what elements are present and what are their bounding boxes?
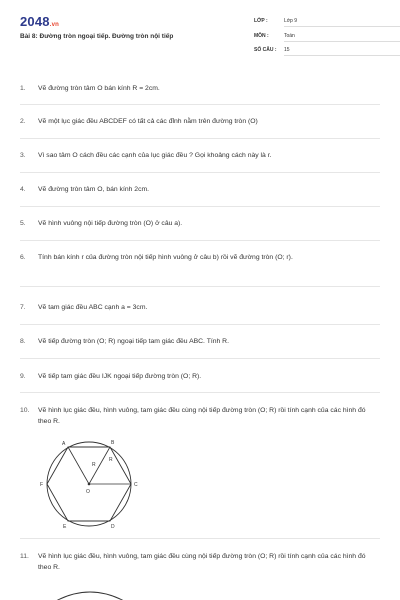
subject-label: MÔN :: [254, 33, 269, 39]
worksheet-header: [0, 0, 400, 64]
divider: [20, 138, 380, 139]
grade-label: LỚP :: [254, 18, 268, 24]
divider: [20, 240, 380, 241]
question-5: 5. Vẽ hình vuông nội tiếp đường tròn (O) ở câu a).: [20, 220, 183, 227]
divider: [20, 104, 380, 105]
divider: [20, 286, 380, 287]
lesson-title: Bài 8: Đường tròn ngoại tiếp. Đường tròn nội tiếp: [20, 33, 174, 40]
divider: [20, 538, 380, 539]
question-1: 1. Vẽ đường tròn tâm O bán kính R = 2cm.: [20, 85, 160, 92]
question-11: 11. Vẽ hình lục giác đều, hình vuông, tam giác đều cùng nội tiếp đường tròn (O; R) rồi tính cạnh của các hình đó theo R.: [20, 553, 366, 571]
hexagon-figure: [36, 436, 146, 532]
divider: [20, 172, 380, 173]
meta-grade: [254, 18, 297, 24]
question-9: 9. Vẽ tiếp tam giác đều IJK ngoại tiếp đường tròn (O; R).: [20, 373, 202, 380]
label-a: A: [62, 441, 66, 447]
meta-count: [254, 47, 290, 53]
subject-value: Toán: [284, 33, 295, 39]
radius-oa: [68, 447, 89, 484]
question-2: 2. Vẽ một lục giác đều ABCDEF có tất cả các đỉnh nằm trên đường tròn (O): [20, 118, 258, 125]
divider: [20, 358, 380, 359]
divider: [20, 324, 380, 325]
label-o: O: [86, 489, 90, 495]
site-logo[interactable]: 2048.vn: [20, 14, 60, 29]
label-d: D: [111, 524, 115, 530]
question-8: 8. Vẽ tiếp đường tròn (O; R) ngoại tiếp tam giác đều ABC. Tính R.: [20, 338, 229, 345]
meta-subject: [254, 33, 295, 39]
question-10: 10. Vẽ hình lục giác đều, hình vuông, tam giác đều cùng nội tiếp đường tròn (O; R) rồi tính cạnh của các hình đó theo R.: [20, 407, 366, 425]
divider: [20, 392, 380, 393]
label-r2: R: [109, 457, 113, 463]
question-6: 6. Tính bán kính r của đường tròn nội tiếp hình vuông ở câu b) rồi vẽ đường tròn (O; r).: [20, 254, 293, 261]
divider: [20, 206, 380, 207]
circle-arc: [54, 592, 126, 600]
question-3: 3. Vì sao tâm O cách đều các cạnh của lục giác đều ? Gọi khoảng cách này là r.: [20, 152, 272, 159]
grade-underline: [284, 26, 400, 27]
question-4: 4. Vẽ đường tròn tâm O, bán kính 2cm.: [20, 186, 150, 193]
label-b: B: [111, 440, 115, 446]
subject-underline: [284, 41, 400, 42]
circle-figure-partial: [50, 588, 130, 600]
count-label: SỐ CÂU :: [254, 47, 277, 53]
count-underline: [284, 55, 400, 56]
center-dot: [88, 483, 91, 486]
label-c: C: [134, 482, 138, 488]
count-value: 15: [284, 47, 290, 53]
label-f: F: [40, 482, 44, 488]
question-7: 7. Vẽ tam giác đều ABC cạnh a = 3cm.: [20, 304, 148, 311]
grade-value: Lớp 9: [284, 18, 298, 24]
label-r1: R: [92, 462, 96, 468]
label-e: E: [63, 524, 67, 530]
